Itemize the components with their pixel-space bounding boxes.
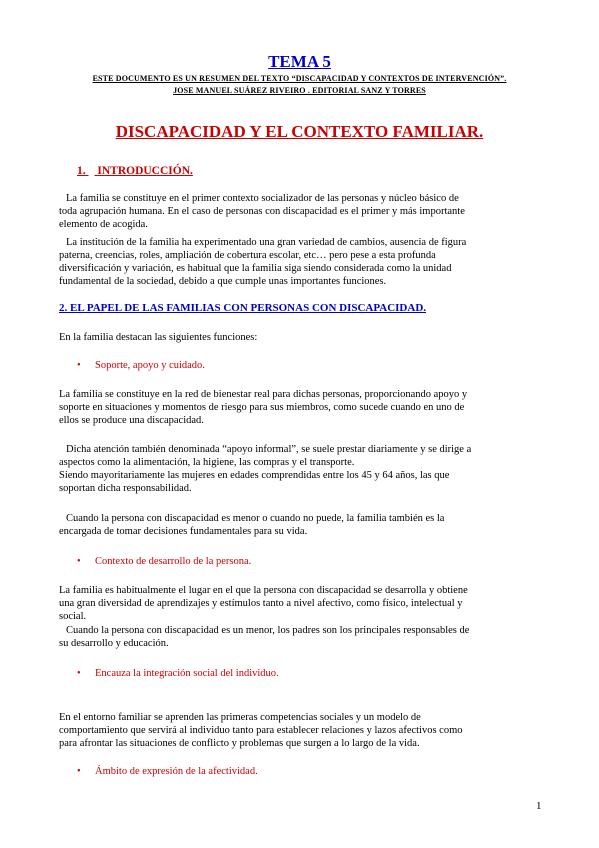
document-subtitle-line-1: ESTE DOCUMENTO ES UN RESUMEN DEL TEXTO “DISCAPACIDAD Y CONTEXTOS DE INTERVENCIÓN”.	[92, 74, 507, 83]
intro-paragraph-2	[59, 236, 543, 288]
text-line: soportan dicha responsabilidad.	[59, 483, 192, 494]
section-1-heading	[77, 165, 193, 177]
text-line: La familia se constituye en el primer contexto socializador de las personas y núcleo básico de	[66, 193, 459, 204]
text-line: encargada de tomar decisiones fundamentales para su vida.	[59, 526, 308, 537]
paragraph-decisions	[59, 512, 543, 538]
text-line: toda agrupación humana. En el caso de personas con discapacidad es el primer y más importante	[59, 206, 465, 217]
main-heading: DISCAPACIDAD Y EL CONTEXTO FAMILIAR.	[115, 122, 484, 141]
document-subtitle-line-2: JOSE MANUEL SUÁREZ RIVEIRO . EDITORIAL SANZ Y TORRES	[173, 86, 426, 95]
text-line: Dicha atención también denominada “apoyo informal”, se suele prestar diariamente y se dirige a	[66, 444, 472, 455]
text-line: Cuando la persona con discapacidad es menor o cuando no puede, la familia también es la	[66, 513, 445, 524]
text-line: ellos se produce una discapacidad.	[59, 415, 204, 426]
bullet-icon: •	[77, 556, 81, 567]
text-line: La familia es habitualmente el lugar en el que la persona con discapacidad se desarrolla y obtiene	[59, 585, 468, 596]
text-line: paterna, creencias, roles, ampliación de cobertura escolar, etc… pero pese a esta profunda	[59, 250, 436, 261]
bullet-item-development	[77, 556, 251, 567]
bullet-icon: •	[77, 360, 81, 371]
text-line: social.	[59, 611, 87, 622]
text-line: La familia se constituye en la red de bienestar real para dichas personas, proporcionando apoyo y	[59, 389, 468, 400]
text-line: soporte en situaciones y momentos de riesgo para sus miembros, como sucede cuando en uno de	[59, 402, 465, 413]
bullet-item-affectivity	[77, 766, 258, 777]
text-line: En el entorno familiar se aprenden las primeras competencias sociales y un modelo de	[59, 712, 421, 723]
bullet-label: Ámbito de expresión de la afectividad.	[95, 766, 258, 777]
bullet-label: Contexto de desarrollo de la persona.	[95, 556, 252, 567]
functions-intro: En la familia destacan las siguientes funciones:	[59, 332, 258, 343]
text-line: elemento de acogida.	[59, 219, 148, 230]
section-1-title: INTRODUCCIÓN.	[97, 165, 193, 177]
bullet-label: Soporte, apoyo y cuidado.	[95, 360, 205, 371]
text-line: una gran diversidad de aprendizajes y estímulos tanto a nivel afectivo, como físico, intelectual y	[59, 598, 463, 609]
page-number: 1	[536, 800, 542, 812]
text-line: Siendo mayoritariamente las mujeres en edades comprendidas entre los 45 y 64 años, las que	[59, 470, 450, 481]
text-line: diversificación y variación, es habitual que la familia siga siendo considerada como la unidad	[59, 263, 452, 274]
bullet-item-support	[77, 360, 205, 371]
paragraph-informal-support	[59, 443, 543, 495]
paragraph-development	[59, 584, 543, 623]
document-title: TEMA 5	[268, 52, 331, 71]
text-line: aspectos como la alimentación, la higiene, las compras y el transporte.	[59, 457, 355, 468]
section-2-heading: 2. EL PAPEL DE LAS FAMILIAS CON PERSONAS CON DISCAPACIDAD.	[59, 302, 427, 314]
bullet-label: Encauza la integración social del individuo.	[95, 668, 279, 679]
text-line: fundamental de la sociedad, debido a que cumple unas importantes funciones.	[59, 276, 387, 287]
bullet-icon: •	[77, 668, 81, 679]
paragraph-support	[59, 388, 543, 427]
bullet-icon: •	[77, 766, 81, 777]
paragraph-integration	[59, 711, 543, 750]
text-line: Cuando la persona con discapacidad es un menor, los padres son los principales responsables de	[66, 625, 470, 636]
text-line: su desarrollo y educación.	[59, 638, 169, 649]
text-line: comportamiento que servirá al individuo tanto para establecer relaciones y lazos afectivos como	[59, 725, 463, 736]
text-line: La institución de la familia ha experimentado una gran variedad de cambios, ausencia de figura	[66, 237, 467, 248]
paragraph-parents	[59, 624, 543, 650]
intro-paragraph-1	[59, 192, 543, 231]
bullet-item-integration	[77, 668, 279, 679]
section-1-number: 1.	[77, 165, 86, 177]
text-line: para afrontar las situaciones de conflicto y problemas que surgen a lo largo de la vida.	[59, 738, 420, 749]
